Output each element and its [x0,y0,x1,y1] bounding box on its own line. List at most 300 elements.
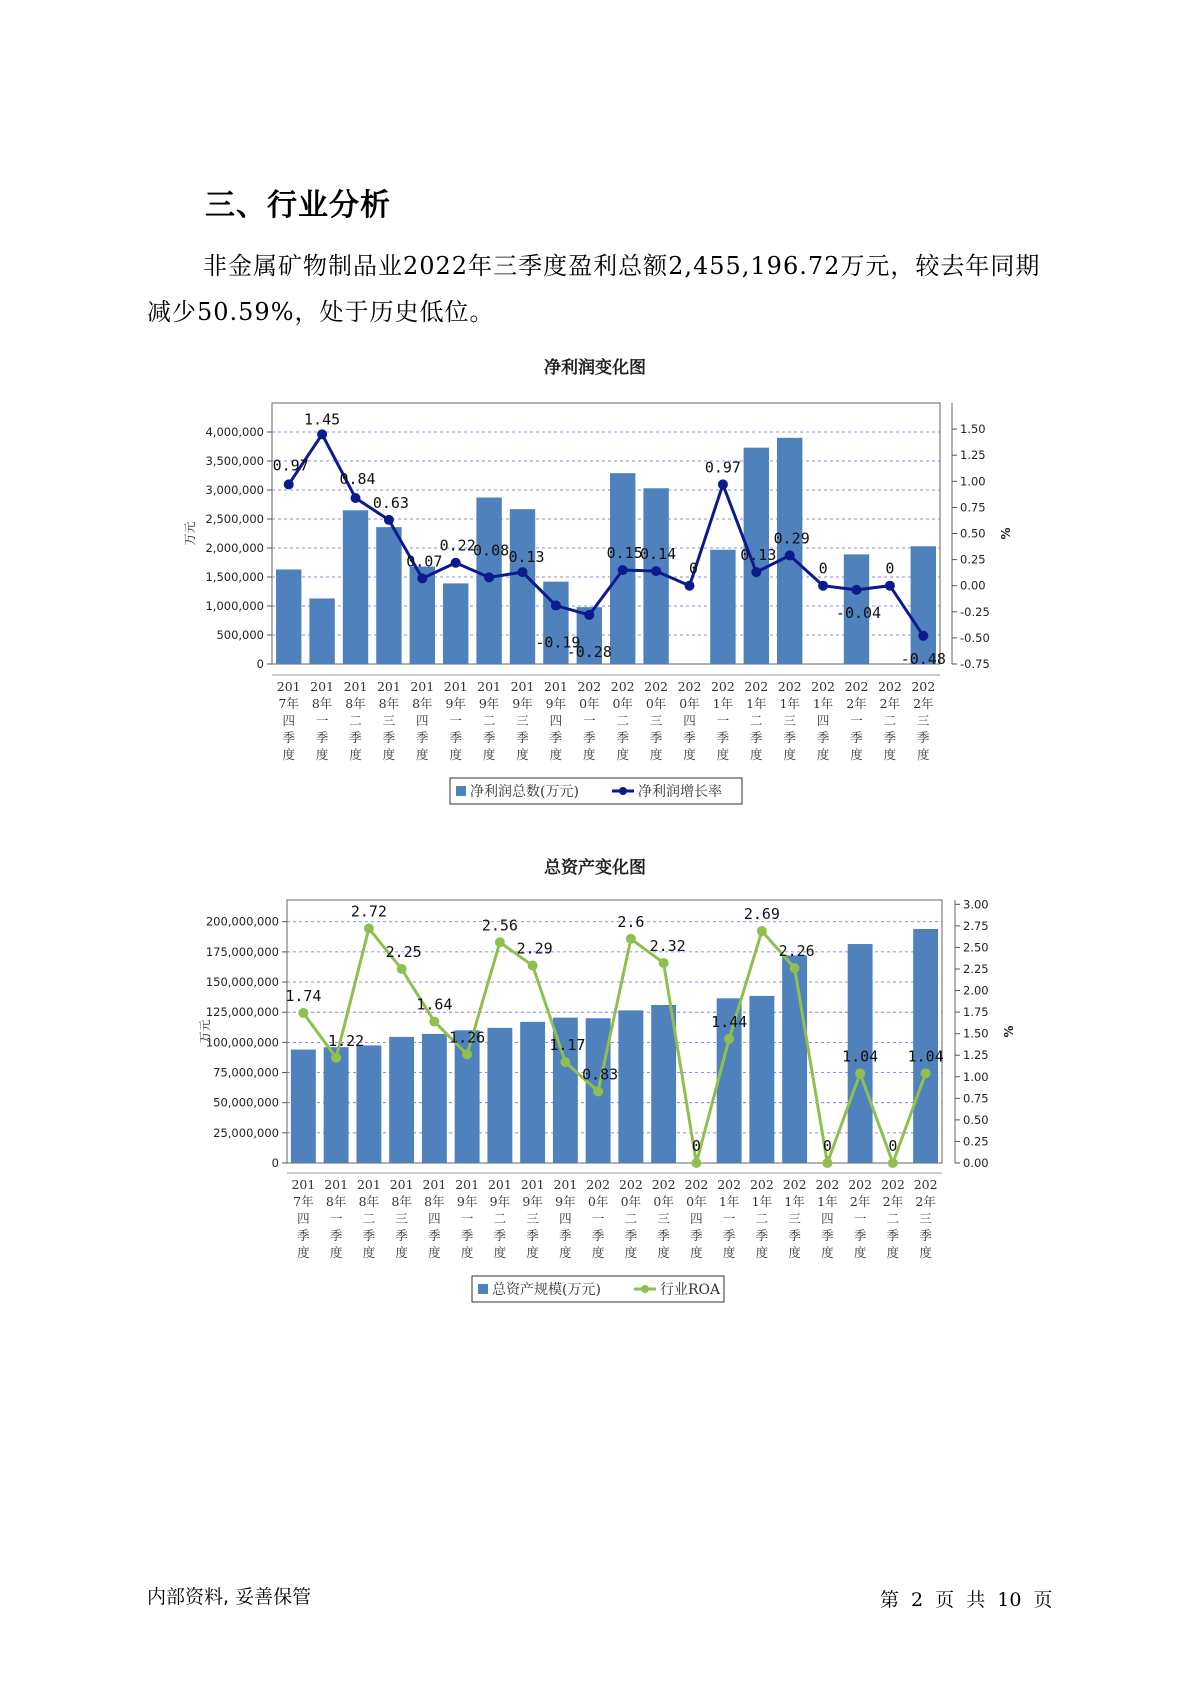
x-tick-label-line: 一 [583,713,596,728]
x-tick-label [644,679,668,762]
plot-area [287,900,942,1163]
x-tick-label-line: 四 [816,713,830,728]
x-tick-label-line: 季 [297,1228,310,1243]
x-tick-label-line: 度 [690,1245,703,1260]
x-tick-label [652,1177,676,1260]
assets-bar [487,1028,512,1163]
x-tick-label-line: 季 [349,730,362,745]
profit-bar [710,550,735,664]
profit-line-point [484,572,494,582]
x-tick-label-line: 三 [657,1211,670,1226]
x-tick-label-line: 一 [722,1211,736,1226]
x-tick-label-line: 202 [677,679,702,694]
x-tick-label-line: 一 [449,713,462,728]
x-tick-label-line: 四 [690,1211,703,1226]
x-tick-label [324,1177,348,1260]
x-tick-label-line: 201 [520,1177,545,1192]
plot-area [272,403,940,664]
x-tick-label-line: 0年 [620,1194,642,1209]
x-tick-label-line: 四 [282,713,295,728]
profit-bar [543,582,568,664]
profit-line-point [785,550,795,560]
x-tick-label-line: 度 [382,747,396,762]
x-tick-label-line: 一 [460,1211,474,1226]
y-left-tick-label: 100,000,000 [205,1035,279,1050]
data-label: 2.29 [516,939,553,958]
x-tick-label-line: 季 [460,1228,474,1243]
x-tick-label-line: 202 [848,1177,873,1192]
y-left-axis-title: 万元 [183,521,197,546]
x-tick-label-line: 201 [510,679,535,694]
x-tick-label-line: 二 [616,713,629,728]
summary-paragraph: 非金属矿物制品业2022年三季度盈利总额2,455,196.72万元，较去年同期减少50.59%，处于历史低位。 [147,252,1041,326]
legend-bar-swatch [478,1284,488,1294]
x-tick-label-line: 一 [850,713,863,728]
x-tick-label-line: 0年 [679,696,700,711]
x-tick-label-line: 度 [883,747,897,762]
data-label: 0.08 [473,541,510,560]
y-right-axis-title: % [1002,1025,1016,1038]
x-tick-label [477,679,501,762]
x-tick-label-line: 202 [684,1177,709,1192]
data-label: 0.15 [606,544,643,563]
assets-bar [324,1047,349,1163]
y-left-tick-label: 2,000,000 [205,541,264,555]
assets-line-point [822,1158,832,1168]
x-tick-label-line: 三 [783,713,796,728]
y-left-tick-label: 500,000 [216,628,264,642]
section-title: 三、行业分析 [205,188,391,223]
x-tick-label-line: 季 [526,1228,539,1243]
x-tick-label-line: 季 [886,1228,900,1243]
x-tick-label-line: 0年 [645,696,667,711]
net-profit-chart-svg [0,355,1191,815]
x-tick-label-line: 8年 [424,1194,445,1209]
data-label: 0 [888,1137,898,1155]
x-tick-label-line: 8年 [345,696,366,711]
x-tick-label-line: 一 [315,713,329,728]
x-tick-label [357,1177,381,1260]
y-right-tick-label: 0.25 [960,552,986,567]
y-left-tick-label: 3,000,000 [205,483,264,497]
x-tick-label-line: 三 [526,1211,539,1226]
profit-line-point [885,581,895,591]
x-tick-label-line: 季 [649,730,663,745]
x-tick-label-line: 度 [821,1245,834,1260]
assets-line-point [691,1158,701,1168]
y-left-tick-label: 0 [256,657,264,671]
x-tick-label-line: 202 [710,679,735,694]
x-tick-label-line: 0年 [587,1194,609,1209]
x-tick-label-line: 度 [886,1245,900,1260]
data-label: -0.28 [566,642,612,661]
x-tick-label [511,679,535,762]
x-tick-label-line: 三 [917,713,930,728]
x-tick-label-line: 季 [750,730,763,745]
x-tick-label [848,1177,872,1260]
x-tick-label-line: 202 [880,1177,905,1192]
x-tick-label-line: 1年 [712,696,734,711]
x-tick-label-line: 季 [315,730,329,745]
x-tick-label-line: 201 [389,1177,414,1192]
x-tick-label-line: 四 [416,713,429,728]
y-right-tick-label: 1.50 [960,422,986,437]
legend-line-label: 净利润增长率 [638,784,722,800]
x-tick-label-line: 2年 [879,696,901,711]
x-tick-label-line: 度 [722,1245,736,1260]
x-tick-label-line: 202 [913,1177,938,1192]
x-tick-label-line: 一 [716,713,730,728]
data-label: 0.97 [704,458,741,477]
x-tick-label-line: 一 [591,1211,605,1226]
x-tick-label-line: 0年 [579,696,600,711]
legend-line-marker [641,1285,649,1293]
x-tick-label-line: 季 [516,730,529,745]
x-tick-label [684,1177,708,1260]
y-right-tick-label: 0.75 [963,1091,989,1106]
x-tick-label-line: 2年 [915,1194,936,1209]
x-tick-label [911,679,935,762]
x-tick-label-line: 9年 [445,696,466,711]
assets-bar [422,1034,447,1163]
x-tick-label-line: 度 [282,747,295,762]
profit-bar [276,569,301,664]
x-tick-label-line: 三 [788,1211,801,1226]
x-tick-label-line: 201 [410,679,435,694]
footer-page-number: 第 2 页 共 10 页 [880,1589,1053,1611]
data-label: 1.04 [907,1047,944,1066]
y-right-tick-label: 3.00 [963,897,989,912]
data-label: 2.26 [778,942,815,961]
x-tick-label [619,1177,643,1260]
x-tick-label-line: 0年 [686,1194,707,1209]
data-label: 0.13 [740,546,777,565]
x-tick-label [377,679,401,762]
x-tick-label-line: 8年 [311,696,333,711]
x-tick-label [344,679,368,762]
x-tick-label [744,679,768,762]
data-label: 1.04 [842,1047,879,1066]
data-label: 0.83 [582,1065,619,1084]
chart-title: 总资产变化图 [544,858,646,878]
data-label: 0 [818,559,828,578]
assets-bar [520,1022,545,1163]
x-tick-label-line: 8年 [378,696,400,711]
x-tick-label-line: 季 [716,730,730,745]
y-right-tick-label: 1.75 [963,1005,989,1020]
y-left-tick-label: 4,000,000 [205,425,264,439]
legend-bar-swatch [456,786,466,796]
x-tick-label [750,1177,774,1260]
data-label: 0.63 [372,493,409,512]
profit-line-point [751,567,761,577]
x-tick-label-line: 201 [356,1177,381,1192]
profit-line-point [351,493,361,503]
y-right-axis-title: % [999,527,1013,540]
data-label: 0.84 [339,470,376,489]
x-tick-label-line: 9年 [512,696,533,711]
assets-line-point [790,963,800,973]
x-tick-label-line: 季 [583,730,596,745]
x-tick-label [611,679,635,762]
x-tick-label-line: 8年 [391,1194,412,1209]
data-label: 0.29 [773,529,810,548]
x-tick-label-line: 四 [297,1211,310,1226]
x-tick-label-line: 季 [657,1228,670,1243]
x-tick-label [811,679,835,762]
x-tick-label [881,1177,905,1260]
x-tick-label-line: 二 [755,1211,769,1226]
x-tick-label-line: 季 [616,730,629,745]
x-tick-label-line: 201 [276,679,301,694]
x-tick-label-line: 度 [428,1245,441,1260]
x-tick-label [678,679,702,762]
x-tick-label [277,679,301,762]
profit-bar [510,509,535,664]
profit-line-point [551,601,561,611]
x-tick-label-line: 季 [850,730,863,745]
x-tick-label-line: 季 [816,730,830,745]
x-tick-label-line: 度 [750,747,763,762]
legend-bar-label: 净利润总数(万元) [470,784,579,800]
x-tick-label-line: 2年 [846,696,867,711]
x-tick-label-line: 202 [911,679,936,694]
x-tick-label-line: 度 [683,747,696,762]
x-tick-label-line: 二 [883,713,897,728]
x-tick-label-line: 季 [493,1228,507,1243]
legend-line-label: 行业ROA [660,1282,721,1298]
x-tick-label [914,1177,938,1260]
profit-bar [343,510,368,664]
x-tick-label-line: 8年 [325,1194,347,1209]
x-tick-label-line: 1年 [784,1194,805,1209]
data-label: 0 [688,559,699,578]
chart-title: 净利润变化图 [544,358,646,378]
x-tick-label-line: 度 [559,1245,572,1260]
data-label: 0.14 [640,545,677,564]
total-assets-chart [0,855,1191,1315]
x-tick-label-line: 季 [482,730,496,745]
x-tick-label-line: 二 [349,713,362,728]
x-tick-label-line: 季 [591,1228,605,1243]
x-tick-label-line: 三 [919,1211,932,1226]
x-tick-label-line: 9年 [478,696,500,711]
x-tick-label-line: 度 [788,1245,801,1260]
x-tick-label-line: 8年 [358,1194,380,1209]
x-tick-label-line: 一 [329,1211,343,1226]
x-tick-label-line: 季 [821,1228,834,1243]
data-label: 0 [885,559,895,578]
y-right-tick-label: 2.25 [963,961,989,976]
assets-line-point [888,1158,898,1168]
x-tick-label-line: 8年 [412,696,433,711]
y-right-tick-label: 0.25 [963,1134,989,1149]
x-tick-label-line: 度 [460,1245,474,1260]
x-tick-label-line: 度 [816,747,830,762]
x-tick-label-line: 202 [777,679,802,694]
x-tick-label-line: 季 [428,1228,441,1243]
x-tick-label-line: 季 [395,1228,408,1243]
x-tick-label-line: 202 [844,679,869,694]
x-tick-label-line: 度 [583,747,596,762]
data-label: 2.6 [617,912,645,931]
x-tick-label-line: 202 [782,1177,807,1192]
x-tick-label-line: 7年 [293,1194,314,1209]
x-tick-label-line: 三 [382,713,396,728]
y-left-tick-label: 175,000,000 [205,944,279,959]
x-tick-label [878,679,902,762]
x-tick-label-line: 季 [382,730,396,745]
x-tick-label-line: 季 [690,1228,703,1243]
x-tick-label-line: 度 [297,1245,310,1260]
x-tick-label-line: 2年 [849,1194,871,1209]
x-tick-label-line: 季 [722,1228,736,1243]
x-tick-label-line: 季 [559,1228,572,1243]
assets-bar [618,1010,643,1163]
x-tick-label-line: 四 [559,1211,572,1226]
x-tick-label-line: 度 [516,747,529,762]
x-tick-label [291,1177,315,1260]
x-tick-label-line: 9年 [545,696,567,711]
y-left-tick-label: 2,500,000 [205,512,264,526]
x-tick-label-line: 度 [624,1245,638,1260]
assets-bar [749,996,774,1163]
y-left-axis-title: 万元 [198,1019,212,1044]
x-tick-label-line: 201 [422,1177,447,1192]
assets-line-point [364,923,374,933]
profit-line-point [618,565,628,575]
x-tick-label-line: 三 [516,713,529,728]
x-tick-label-line: 0年 [612,696,633,711]
assets-bar [389,1037,414,1163]
x-tick-label-line: 2年 [913,696,934,711]
x-tick-label-line: 度 [919,1245,932,1260]
x-tick-label [586,1177,610,1260]
profit-line-point [685,581,695,591]
x-tick-label [544,679,568,762]
data-label: -0.19 [535,633,581,652]
x-tick-label-line: 9年 [456,1194,478,1209]
x-tick-label-line: 四 [821,1211,834,1226]
x-tick-label-line: 202 [577,679,602,694]
x-tick-label-line: 一 [853,1211,867,1226]
x-tick-label-line: 二 [493,1211,507,1226]
x-tick-label [488,1177,512,1260]
x-tick-label-line: 度 [657,1245,670,1260]
y-right-tick-label: 0.50 [960,526,986,541]
x-tick-label-line: 1年 [779,696,800,711]
data-label: 1.64 [416,995,453,1014]
x-tick-label-line: 201 [543,679,568,694]
data-label: 1.22 [328,1031,365,1050]
x-tick-label-line: 度 [853,1245,867,1260]
y-right-tick-label: -0.50 [960,630,990,645]
assets-line-point [724,1034,734,1044]
x-tick-label-line: 度 [616,747,629,762]
x-tick-label-line: 季 [416,730,429,745]
y-right-tick-label: 1.50 [963,1026,989,1041]
y-right-tick-label: -0.75 [960,657,990,671]
profit-line-point [651,566,661,576]
x-tick-label-line: 度 [649,747,663,762]
assets-bar [782,955,807,1163]
x-tick-label-line: 202 [717,1177,742,1192]
data-label: 2.72 [350,902,387,921]
x-tick-label-line: 度 [449,747,462,762]
profit-line-point [584,610,594,620]
data-label: 2.32 [649,936,686,955]
x-tick-label-line: 202 [651,1177,676,1192]
x-tick-label-line: 季 [683,730,696,745]
x-tick-label [778,679,802,762]
x-tick-label-line: 二 [624,1211,638,1226]
y-left-tick-label: 150,000,000 [205,975,279,990]
data-label: 2.69 [743,905,780,924]
x-tick-label-line: 度 [493,1245,507,1260]
data-label: 0 [691,1137,701,1155]
profit-line-point [718,479,728,489]
data-label: -0.04 [835,603,882,622]
x-tick-label-line: 度 [549,747,563,762]
x-tick-label-line: 度 [850,747,863,762]
data-label: 0.13 [508,548,545,567]
y-left-tick-label: 75,000,000 [213,1065,279,1080]
assets-bar [913,929,938,1163]
x-tick-label-line: 四 [683,713,696,728]
x-tick-label-line: 202 [618,1177,643,1192]
footer-confidential: 内部资料, 妥善保管 [147,1586,312,1608]
x-tick-label-line: 度 [349,747,362,762]
data-label: 0.07 [406,552,443,571]
legend-bar-label: 总资产规模(万元) [492,1282,601,1298]
x-tick-label-line: 度 [716,747,730,762]
assets-line-point [626,934,636,944]
x-tick-label-line: 度 [591,1245,605,1260]
x-tick-label-line: 201 [310,679,335,694]
y-right-tick-label: 2.00 [963,983,989,998]
x-tick-label-line: 度 [783,747,796,762]
y-left-tick-label: 25,000,000 [213,1125,279,1140]
assets-line-point [528,961,538,971]
x-tick-label-line: 度 [755,1245,769,1260]
profit-line-point [317,429,327,439]
data-label: 1.17 [549,1036,586,1055]
x-tick-label-line: 二 [750,713,763,728]
y-left-tick-label: 125,000,000 [205,1005,279,1020]
x-tick-label-line: 201 [291,1177,316,1192]
assets-line-point [331,1053,341,1063]
assets-bar [291,1050,316,1163]
data-label: 1.44 [711,1012,748,1031]
data-label: 1.26 [449,1028,486,1047]
assets-line-point [757,926,767,936]
x-tick-label [815,1177,839,1260]
x-tick-label-line: 季 [362,1228,376,1243]
profit-line-point [417,573,427,583]
x-tick-label-line: 202 [610,679,635,694]
x-tick-label-line: 度 [329,1245,343,1260]
x-tick-label-line: 201 [343,679,368,694]
assets-line-point [560,1057,570,1067]
profit-bar [309,598,334,664]
x-tick-label-line: 9年 [555,1194,576,1209]
x-tick-label [711,679,735,762]
profit-line-point [518,567,528,577]
data-label: 1.74 [285,986,322,1005]
y-left-tick-label: 50,000,000 [213,1095,279,1110]
x-tick-label-line: 度 [482,747,496,762]
y-right-tick-label: 0.75 [960,500,986,515]
